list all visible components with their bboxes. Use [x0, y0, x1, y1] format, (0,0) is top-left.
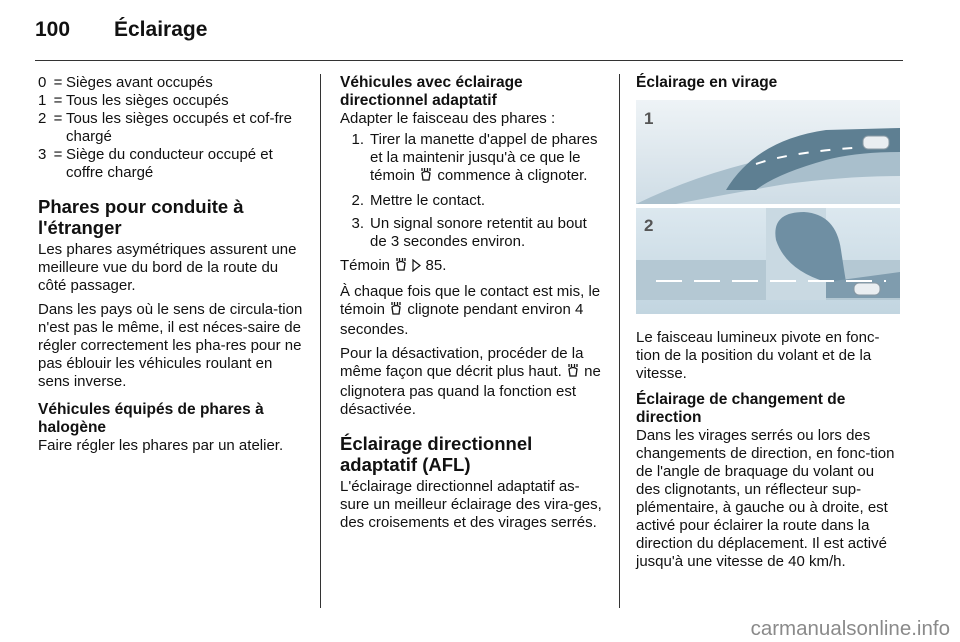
step-text: Un signal sonore retentit au bout de 3 secondes environ.: [370, 215, 587, 250]
legend-key: 0: [38, 74, 47, 91]
column-divider: [619, 74, 620, 608]
legend-equals: =: [53, 146, 63, 163]
watermark: carmanualsonline.info: [750, 617, 950, 640]
step-text-after: commence à clignoter.: [437, 167, 588, 184]
list-item: [340, 192, 605, 210]
legend-row: [38, 146, 306, 182]
column-2: [340, 74, 605, 538]
legend-equals: =: [53, 110, 63, 127]
section-heading-afl: Éclairage directionnel adaptatif (AFL): [340, 433, 533, 475]
cornering-light-illustration: [636, 100, 900, 314]
headlight-warning-icon: [419, 167, 433, 187]
steps-list: [340, 131, 605, 251]
section-heading-foreign-driving: Phares pour conduite à l'étranger: [38, 196, 244, 238]
paragraph-before-icon: À chaque fois que le contact est mis, le témoin: [340, 283, 601, 318]
headlight-warning-icon: [566, 363, 580, 383]
seat-load-legend: [38, 74, 306, 182]
cross-reference: [340, 257, 605, 277]
legend-key: 3: [38, 146, 47, 163]
paragraph: Faire régler les phares par un atelier.: [38, 437, 284, 454]
legend-row: [38, 110, 306, 146]
step-text-before: Tirer la manette d'appel de phares et la maintenir jusqu'à ce que le témoin: [370, 131, 598, 184]
legend-value: Tous les sièges occupés: [66, 92, 229, 109]
legend-equals: =: [53, 74, 63, 91]
page-number: 100: [35, 18, 71, 41]
legend-key: 1: [38, 92, 47, 109]
page-reference-arrow-icon: [412, 259, 421, 277]
legend-row: [38, 92, 306, 110]
page-title: Éclairage: [114, 18, 208, 41]
step-number: 2.: [351, 192, 364, 209]
legend-key: 2: [38, 110, 47, 127]
paragraph-after-icon: clignote pendant environ 4 secondes.: [340, 301, 584, 338]
cornering-light-drawing: [636, 100, 900, 314]
paragraph: Les phares asymétriques assurent une meilleure vue du bord de la route du côté passager.: [38, 241, 297, 294]
paragraph: Dans les pays où le sens de circula-tion n'est pas le même, il est néces-saire de régler correctement les pha-res pour ne pas éblouir les véhicules roulant en sens inverse.: [38, 301, 303, 390]
step-text: Mettre le contact.: [370, 192, 486, 209]
paragraph: Le faisceau lumineux pivote en fonc-tion de la position du volant et de la vitesse.: [636, 329, 880, 382]
step-number: 3.: [351, 215, 364, 232]
subheading-turning-light: Éclairage de changement de direction: [636, 391, 846, 426]
headlight-warning-icon: [389, 301, 403, 321]
figure-label-2: 2: [644, 216, 654, 235]
reference-page: 85.: [425, 257, 447, 274]
header-rule: [35, 60, 903, 61]
legend-equals: =: [53, 92, 63, 109]
legend-value: Sièges avant occupés: [66, 74, 213, 91]
paragraph: Dans les virages serrés ou lors des changements de direction, en fonc-tion de l'angle de braquage du volant ou des clignotants, un réflecteur sup-plémentaire, à gauche ou à droite, est activé pour éclairer la route dans la direction du déplacement. Il est activé jusqu'à une vitesse de 40 km/h.: [636, 427, 895, 570]
column-1: [38, 74, 306, 461]
legend-row: [38, 74, 306, 92]
step-text: [370, 131, 605, 187]
headlight-warning-icon: [394, 257, 408, 277]
paragraph: L'éclairage directionnel adaptatif as-sure un meilleur éclairage des vira-ges, des croisements et des virages serrés.: [340, 478, 602, 531]
paragraph: [340, 283, 605, 339]
figure-label-1: 1: [644, 109, 654, 128]
legend-value: Siège du conducteur occupé et coffre chargé: [66, 146, 273, 181]
paragraph-before-icon: Pour la désactivation, procéder de la même façon que décrit plus haut.: [340, 345, 584, 380]
column-divider: [320, 74, 321, 608]
subheading-cornering-light: Éclairage en virage: [636, 74, 778, 91]
legend-value: Tous les sièges occupés et cof-fre chargé: [66, 110, 292, 145]
reference-prefix: Témoin: [340, 257, 391, 274]
list-item: [340, 131, 605, 187]
paragraph: [340, 345, 605, 419]
subheading-halogen: Véhicules équipés de phares à halogène: [38, 401, 264, 436]
column-3: [636, 74, 902, 577]
step-number: 1.: [351, 131, 364, 148]
subheading-adaptive-vehicles: Véhicules avec éclairage directionnel adaptatif: [340, 74, 523, 109]
list-item: [340, 215, 605, 251]
paragraph: Adapter le faisceau des phares :: [340, 110, 556, 127]
paragraph-after-icon: ne clignotera pas quand la fonction est désactivée.: [340, 363, 601, 418]
